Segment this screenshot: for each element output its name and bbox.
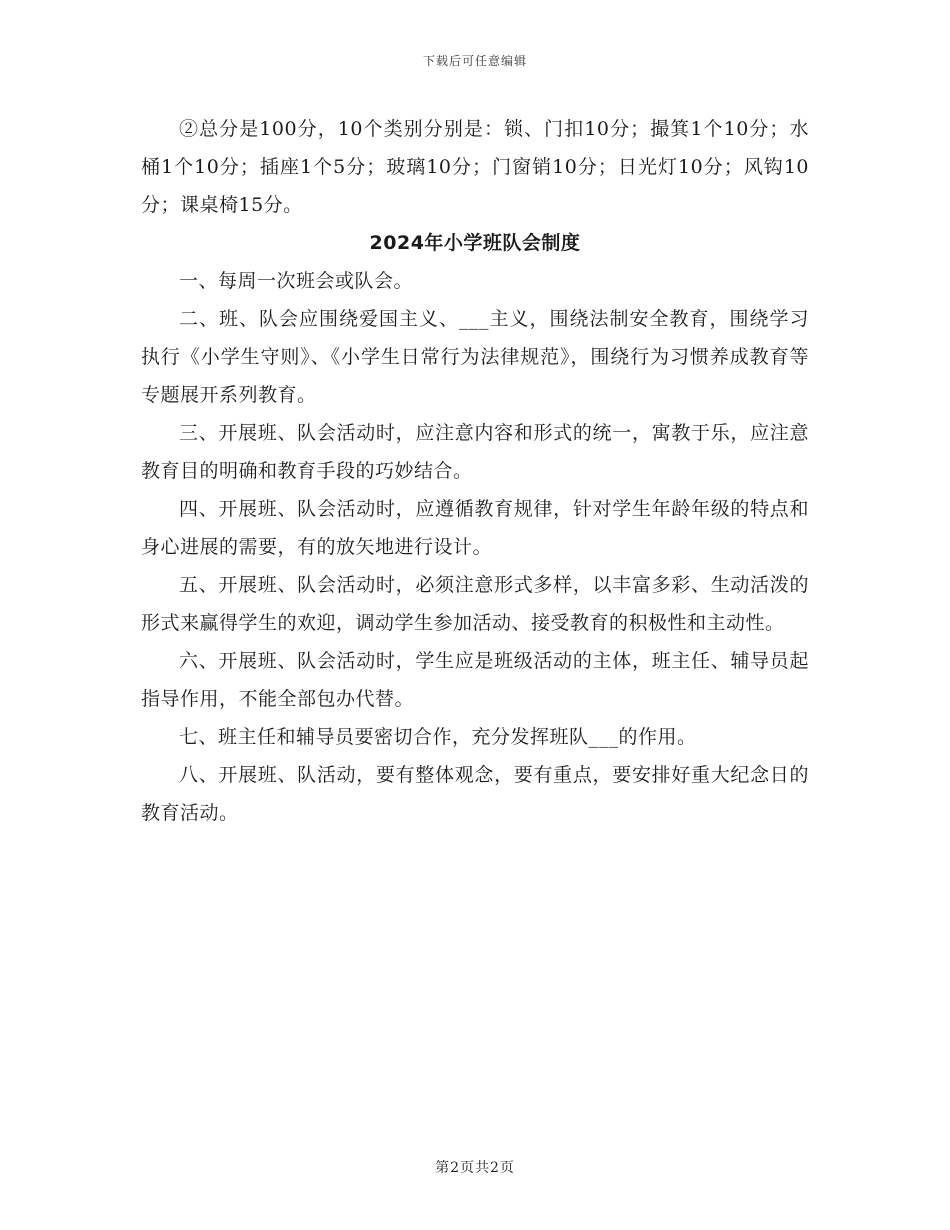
paragraph-6: 六、开展班、队会活动时，学生应是班级活动的主体，班主任、辅导员起指导作用，不能全部包办代替。 <box>141 650 809 710</box>
paragraph-4: 四、开展班、队会活动时，应遵循教育规律，针对学生年龄年级的特点和身心进展的需要，有的放矢地进行设计。 <box>141 498 809 558</box>
page-number: 第2页共2页 <box>435 1160 515 1176</box>
paragraph-5: 五、开展班、队会活动时，必须注意形式多样，以丰富多彩、生动活泼的形式来赢得学生的欢迎，调动学生参加活动、接受教育的积极性和主动性。 <box>141 574 809 634</box>
paragraph-7: 七、班主任和辅导员要密切合作，充分发挥班队___的作用。 <box>179 726 697 748</box>
paragraph-2: 二、班、队会应围绕爱国主义、___主义，围绕法制安全教育，围绕学习执行《小学生守则》、《小学生日常行为法律规范》，围绕行为习惯养成教育等专题展开系列教育。 <box>141 308 809 406</box>
paragraph-8: 八、开展班、队活动，要有整体观念，要有重点，要安排好重大纪念日的教育活动。 <box>141 764 809 824</box>
paragraph-3: 三、开展班、队会活动时，应注意内容和形式的统一，寓教于乐，应注意教育目的明确和教育手段的巧妙结合。 <box>141 422 809 482</box>
document-body <box>141 110 809 832</box>
paragraph-1: 一、每周一次班会或队会。 <box>179 270 414 292</box>
intro-paragraph: ②总分是100分，10个类别分别是：锁、门扣10分；撮箕1个10分；水桶1个10分；插座1个5分；玻璃10分；门窗销10分；日光灯10分；风钩10分；课桌椅15分。 <box>141 118 809 216</box>
page-header: 下载后可任意编辑 <box>422 54 527 68</box>
document-title: 2024年小学班队会制度 <box>369 232 581 254</box>
